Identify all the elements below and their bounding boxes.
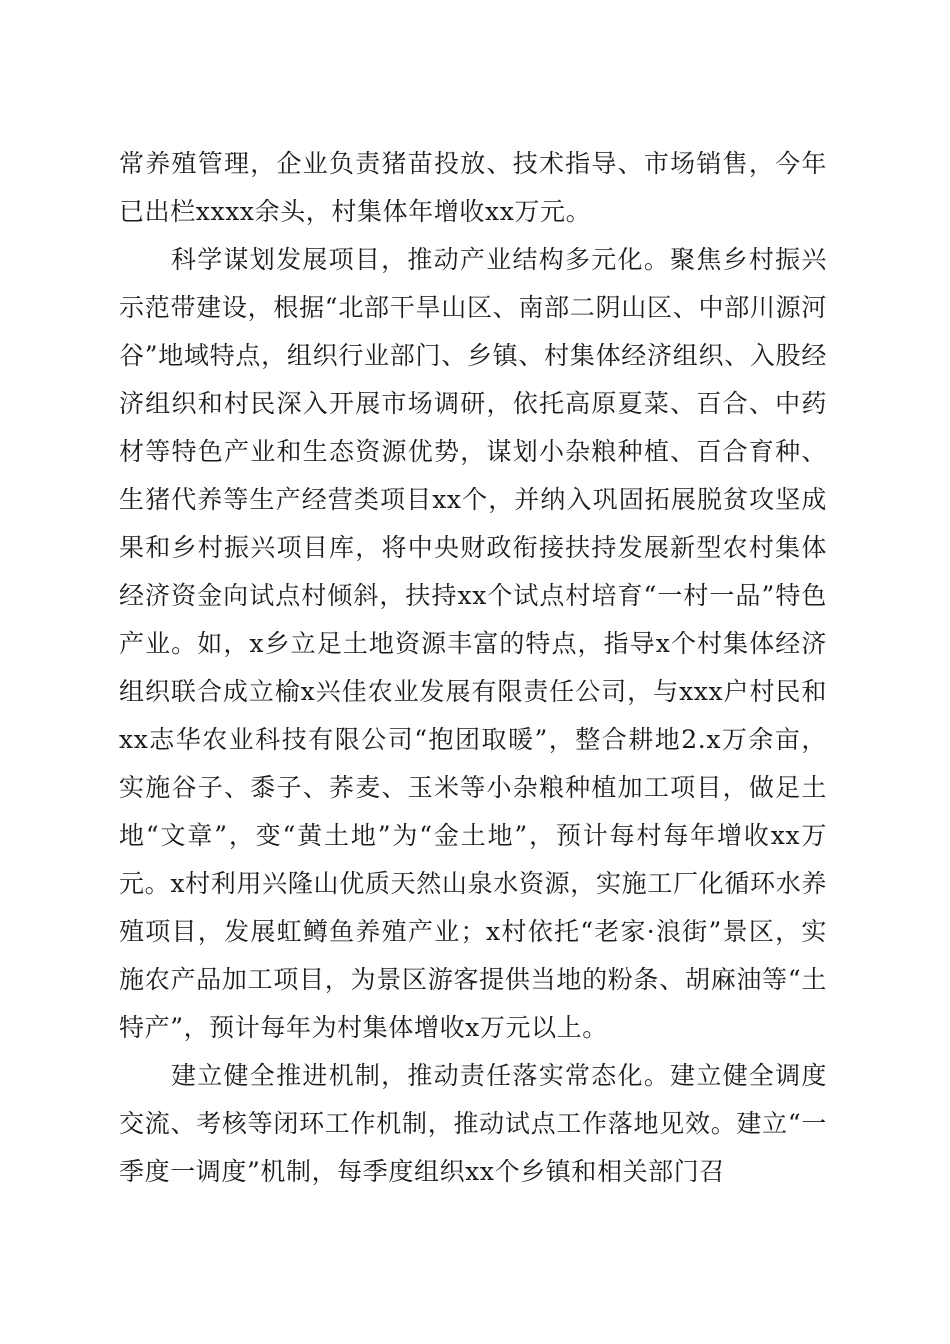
- document-body: [119, 140, 827, 1196]
- paragraph-project-planning: 科学谋划发展项目，推动产业结构多元化。聚焦乡村振兴示范带建设，根据“北部干旱山区、南部二阴山区、中部川源河谷”地域特点，组织行业部门、乡镇、村集体经济组织、入股经济组织和村民深入开展市场调研，依托高原夏菜、百合、中药材等特色产业和生态资源优势，谋划小杂粮种植、百合育种、生猪代养等生产经营类项目xx个，并纳入巩固拓展脱贫攻坚成果和乡村振兴项目库，将中央财政衔接扶持发展新型农村集体经济资金向试点村倾斜，扶持xx个试点村培育“一村一品”特色产业。如，x乡立足土地资源丰富的特点，指导x个村集体经济组织联合成立榆x兴佳农业发展有限责任公司，与xxx户村民和xx志华农业科技有限公司“抱团取暖”，整合耕地2.x万余亩，实施谷子、黍子、荞麦、玉米等小杂粮种植加工项目，做足土地“文章”，变“黄土地”为“金土地”，预计每村每年增收xx万元。x村利用兴隆山优质天然山泉水资源，实施工厂化循环水养殖项目，发展虹鳟鱼养殖产业；x村依托“老家·浪街”景区，实施农产品加工项目，为景区游客提供当地的粉条、胡麻油等“土特产”，预计每年为村集体增收x万元以上。: [119, 245, 827, 1042]
- paragraph-livestock-continuation: 常养殖管理，企业负责猪苗投放、技术指导、市场销售，今年已出栏xxxx余头，村集体年增收xx万元。: [119, 149, 827, 226]
- paragraph-mechanism: 建立健全推进机制，推动责任落实常态化。建立健全调度交流、考核等闭环工作机制，推动试点工作落地见效。建立“一季度一调度”机制，每季度组织xx个乡镇和相关部门召: [119, 1061, 827, 1186]
